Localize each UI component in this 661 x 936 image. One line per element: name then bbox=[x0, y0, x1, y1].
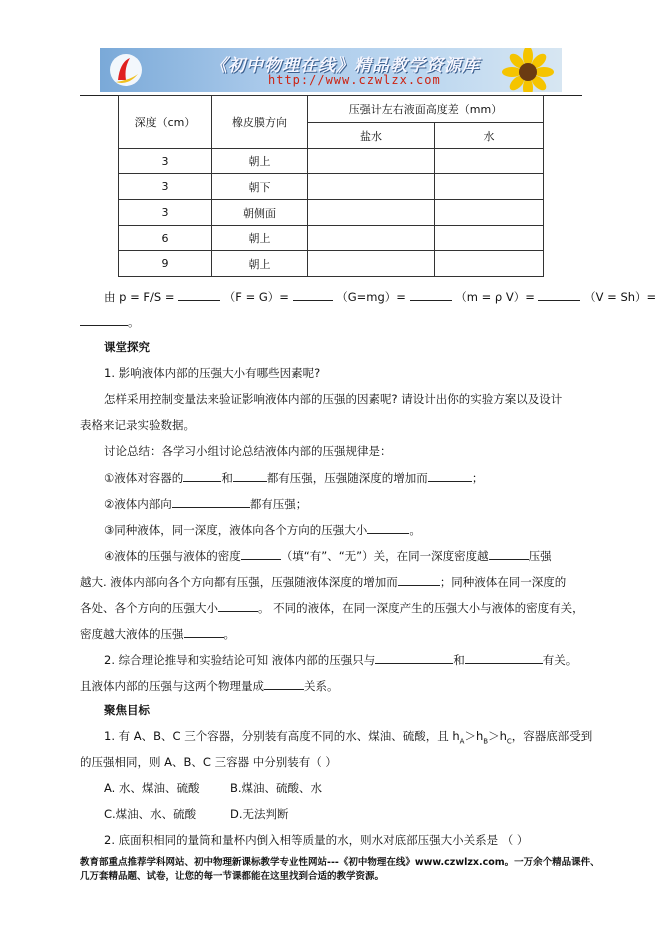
site-title: 《初中物理在线》精品教学资源库 bbox=[210, 56, 480, 76]
col-water-header: 水 bbox=[435, 123, 544, 149]
answer-blank[interactable] bbox=[465, 652, 543, 664]
table-row bbox=[119, 149, 544, 174]
mc-question-2: 2. 底面积相同的量筒和量杯内倒入相等质量的水，则水对底部压强大小关系是 （ ） bbox=[104, 833, 529, 847]
col-direction-header: 橡皮膜方向 bbox=[212, 96, 308, 149]
direction-cell: 朝侧面 bbox=[212, 200, 308, 226]
rule-4-line4: 密度越大液体的压强 。 bbox=[80, 627, 235, 641]
question-2: 2. 综合理论推导和实验结论可知 液体内部的压强只与 和 有关。 bbox=[104, 653, 578, 667]
water-cell[interactable] bbox=[435, 174, 544, 200]
question-1-body: 怎样采用控制变量法来验证影响液体内部的压强的因素呢? 请设计出你的实验方案以及设计 bbox=[104, 392, 563, 406]
depth-cell: 6 bbox=[119, 226, 212, 251]
site-banner bbox=[100, 48, 562, 92]
answer-blank[interactable] bbox=[233, 470, 267, 482]
question-2-cont: 且液体内部的压强与这两个物理量成 关系。 bbox=[80, 679, 339, 693]
direction-cell: 朝上 bbox=[212, 251, 308, 277]
answer-blank[interactable] bbox=[218, 600, 258, 612]
table-row bbox=[119, 200, 544, 226]
formula-line: 由 p = F/S = （F = G）= （G=mg）= （m = ρ V）= （V = Sh）= bbox=[104, 290, 657, 304]
answer-blank[interactable] bbox=[375, 652, 453, 664]
rule-2: ②液体内部向 都有压强； bbox=[104, 497, 308, 511]
rule-4-line2: 越大. 液体内部向各个方向都有压强，压强随液体深度的增加而 ；同种液体在同一深度的 bbox=[80, 575, 567, 589]
salt-cell[interactable] bbox=[308, 226, 435, 251]
experiment-table bbox=[118, 95, 544, 277]
site-url[interactable]: http://www.czwlzx.com bbox=[268, 73, 441, 87]
table-row bbox=[119, 251, 544, 277]
answer-blank[interactable] bbox=[367, 522, 409, 534]
col-salt-header: 盐水 bbox=[308, 123, 435, 149]
answer-blank[interactable] bbox=[184, 626, 224, 638]
answer-blank[interactable] bbox=[80, 314, 128, 326]
option-a[interactable]: A. 水、煤油、硫酸 bbox=[104, 781, 200, 795]
table-row bbox=[119, 174, 544, 200]
depth-cell: 3 bbox=[119, 200, 212, 226]
col-depth-header: 深度（cm） bbox=[119, 96, 212, 149]
water-cell[interactable] bbox=[435, 226, 544, 251]
summary-intro: 讨论总结：各学习小组讨论总结液体内部的压强规律是： bbox=[104, 444, 392, 458]
direction-cell: 朝上 bbox=[212, 149, 308, 174]
salt-cell[interactable] bbox=[308, 200, 435, 226]
answer-blank[interactable] bbox=[264, 678, 304, 690]
salt-cell[interactable] bbox=[308, 174, 435, 200]
answer-blank[interactable] bbox=[293, 289, 333, 301]
mc-question-1-cont: 的压强相同，则 A、B、C 三容器 中分别装有（ ） bbox=[80, 755, 337, 769]
water-cell[interactable] bbox=[435, 251, 544, 277]
answer-blank[interactable] bbox=[489, 548, 529, 560]
option-d[interactable]: D.无法判断 bbox=[230, 807, 289, 821]
answer-blank[interactable] bbox=[178, 289, 220, 301]
answer-blank[interactable] bbox=[183, 470, 221, 482]
option-c[interactable]: C.煤油、水、硫酸 bbox=[104, 807, 197, 821]
salt-cell[interactable] bbox=[308, 251, 435, 277]
depth-cell: 3 bbox=[119, 174, 212, 200]
answer-blank[interactable] bbox=[410, 289, 452, 301]
formula-line-end: 。 bbox=[80, 314, 140, 329]
depth-cell: 9 bbox=[119, 251, 212, 277]
question-1: 1. 影响液体内部的压强大小有哪些因素呢? bbox=[104, 366, 321, 380]
answer-blank[interactable] bbox=[538, 289, 580, 301]
rule-1: ①液体对容器的 和 都有压强，压强随深度的增加而 ； bbox=[104, 471, 484, 485]
answer-blank[interactable] bbox=[172, 496, 250, 508]
answer-blank[interactable] bbox=[428, 470, 472, 482]
rule-3: ③同种液体，同一深度，液体向各个方向的压强大小 。 bbox=[104, 523, 421, 537]
col-height-diff-header: 压强计左右液面高度差（mm） bbox=[308, 96, 544, 123]
direction-cell: 朝下 bbox=[212, 174, 308, 200]
rule-4-line3: 各处、各个方向的压强大小 。 不同的液体，在同一深度产生的压强大小与液体的密度有关， bbox=[80, 601, 584, 615]
salt-cell[interactable] bbox=[308, 149, 435, 174]
depth-cell: 3 bbox=[119, 149, 212, 174]
rule-4: ④液体的压强与液体的密度 （填“有”、“无”）关，在同一深度密度越 压强 bbox=[104, 549, 552, 563]
section-heading-explore: 课堂探究 bbox=[104, 340, 150, 354]
site-logo-icon bbox=[108, 52, 144, 88]
answer-blank[interactable] bbox=[398, 574, 440, 586]
mc-question-1: 1. 有 A、B、C 三个容器，分别装有高度不同的水、煤油、硫酸，且 $h_A>h_B>h_C$，容器底部受到 bbox=[104, 729, 593, 746]
answer-blank[interactable] bbox=[241, 548, 281, 560]
footer-line-1: 教育部重点推荐学科网站、初中物理新课标教学专业性网站---《初中物理在线》www.czwlzx.com。一万余个精品课件、 bbox=[80, 857, 600, 868]
footer-line-2: 几万套精品题、试卷，让您的每一节课都能在这里找到合适的教学资源。 bbox=[80, 871, 385, 882]
water-cell[interactable] bbox=[435, 149, 544, 174]
section-heading-focus: 聚焦目标 bbox=[104, 703, 150, 717]
direction-cell: 朝上 bbox=[212, 226, 308, 251]
question-1-body-cont: 表格来记录实验数据。 bbox=[80, 418, 195, 432]
option-b[interactable]: B.煤油、硫酸、水 bbox=[230, 781, 323, 795]
water-cell[interactable] bbox=[435, 200, 544, 226]
table-row bbox=[119, 226, 544, 251]
sunflower-icon bbox=[498, 48, 558, 92]
